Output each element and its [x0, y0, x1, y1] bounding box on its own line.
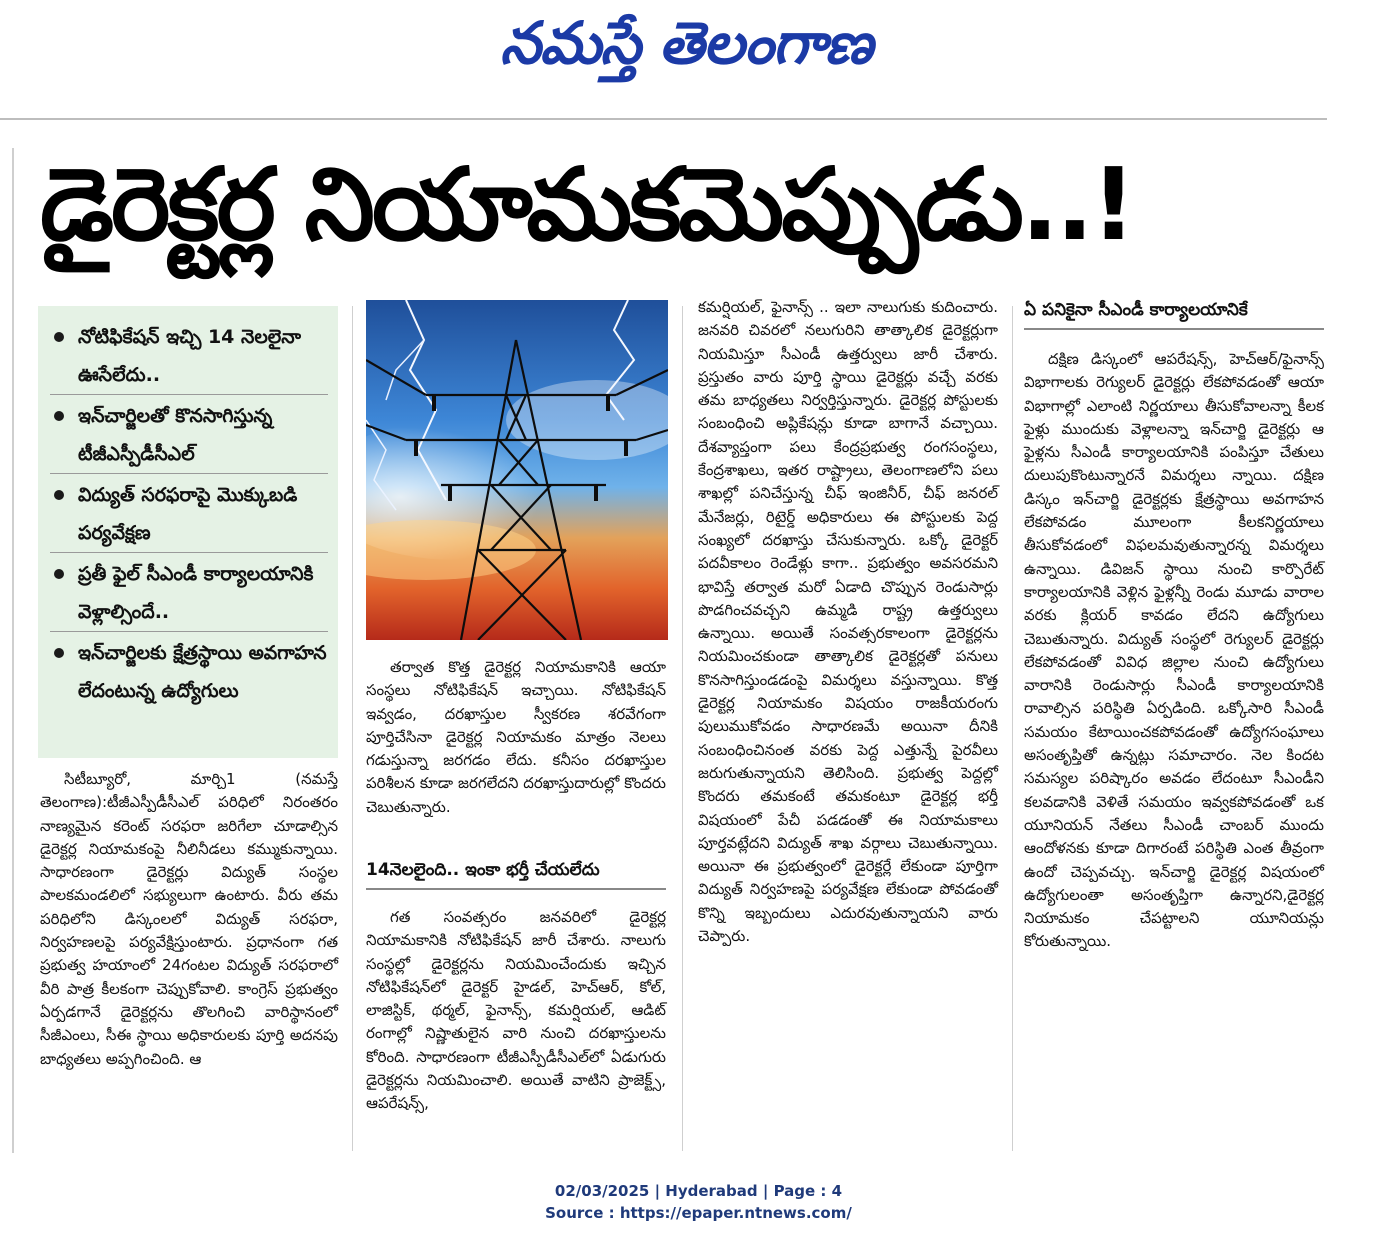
section-subheading: ఏ పనికైనా సీఎండీ కార్యాలయానికే	[1024, 300, 1324, 330]
masthead-divider	[0, 118, 1327, 120]
highlight-item: విద్యుత్ సరఫరాపై మొక్కుబడి పర్యవేక్షణ	[50, 476, 328, 553]
highlight-item: నోటిఫికేషన్ ఇచ్చి 14 నెలలైనా ఊసేలేదు..	[50, 318, 328, 395]
highlight-item: ప్రతీ ఫైల్ సీఎండీ కార్యాలయానికి వెళ్లాల్సిందే..	[50, 555, 328, 632]
article-column-2b	[366, 906, 666, 1116]
column-divider	[352, 306, 353, 1151]
article-column-3	[698, 296, 998, 948]
article-column-2a	[366, 656, 666, 819]
article-headline: డైరెక్టర్ల నియామకమెప్పుడు..!	[40, 146, 1134, 263]
highlight-item: ఇన్‌చార్జిలతో కొనసాగిస్తున్న టీజీఎస్పీడీసీఎల్	[50, 397, 328, 474]
newspaper-logo: నమస్తే తెలంగాణ	[500, 9, 872, 77]
article-paragraph: గత సంవత్సరం జనవరిలో డైరెక్టర్ల నియామకానికి నోటిఫికేషన్ జారీ చేశారు. నాలుగు సంస్థల్లో డైరెక్టర్లను నియమించేందుకు ఇచ్చిన నోటిఫికేషన్‌లో డైరెక్టర్ హైడల్, హెచ్‌ఆర్, కోల్, లాజిస్టిక్, థర్మల్, ఫైనాన్స్, కమర్షియల్, ఆడిట్ రంగాల్లో నిష్ణాతులైన వారి నుంచి దరఖాస్తులను కోరింది. సాధారణంగా టీజీఎస్పీడీసీఎల్‌లో ఏడుగురు డైరెక్టర్లను నియమించాలి. అయితే వాటిని ప్రాజెక్ట్స్, ఆపరేషన్స్,	[366, 908, 666, 1113]
column-divider	[1012, 306, 1013, 1151]
transmission-tower-image	[366, 300, 668, 640]
article-paragraph: కమర్షియల్, ఫైనాన్స్ .. ఇలా నాలుగుకు కుదించారు. జనవరి చివరలో నలుగురిని తాత్కాలిక డైరెక్టర్లుగా నియమిస్తూ సీఎండీ ఉత్తర్వులు జారీ చేశారు. ప్రస్తుతం వారు పూర్తి స్థాయి డైరెక్టర్లు వచ్చే వరకు తమ బాధ్యతలు నిర్వర్తిస్తున్నారు. డైరెక్టర్ల పోస్టులకు సంబంధించి అప్లికేషన్లు కూడా బాగానే వచ్చాయి. దేశవ్యాప్తంగా పలు కేంద్రప్రభుత్వ రంగసంస్థలు, కేంద్రశాఖలు, ఇతర రాష్ట్రాలు, తెలంగాణలోని పలు శాఖల్లో పనిచేస్తున్న చీఫ్ ఇంజినీర్, చీఫ్ జనరల్ మేనేజర్లు, రిటైర్డ్ అధికారులు ఈ పోస్టులకు పెద్ద సంఖ్యలో దరఖాస్తు చేసుకున్నారు. ఒక్కో డైరెక్టర్ పదవీకాలం రెండేళ్లు కాగా.. ప్రభుత్వం అవసరమని భావిస్తే తర్వాత మరో ఏడాది చొప్పున రెండుసార్లు పొడగించవచ్చని ఉమ్మడి రాష్ట్ర ఉత్తర్వులు ఉన్నాయి. అయితే సంవత్సరకాలంగా డైరెక్టర్లను నియమించకుండా తాత్కాలిక డైరెక్టర్లతో పనులు కొనసాగిస్తుండడంపై విమర్శలు వస్తున్నాయి. కొత్త డైరెక్టర్ల నియామకం విషయం రాజకీయరంగు పులుముకోవడం సాధారణమే అయినా దీనికి సంబంధించినంత వరకు పెద్ద ఎత్తున్నే పైరవీలు జరుగుతున్నాయని తెలిసింది. ప్రభుత్వ పెద్దల్లో కొందరు తమకంటే తమకంటూ డైరెక్టర్ల భర్తీ విషయంలో పేచీ పడడంతో ఈ నియామకాలు పూర్తవట్లేదని విద్యుత్ శాఖ వర్గాలు చెబుతున్నాయి. అయినా ఈ ప్రభుత్వంలో డైరెక్టర్లే లేకుండా పూర్తిగా విద్యుత్ నిర్వహణపై పర్యవేక్షణ లేకుండా పోవడంతో కొన్ని ఇబ్బందులు ఎదురవుతున్నాయని వారు చెప్పారు.	[698, 298, 998, 946]
footer-source-line: Source : https://epaper.ntnews.com/	[545, 1204, 852, 1222]
article-paragraph: సిటీబ్యూరో, మార్చి1 (నమస్తే తెలంగాణ):టీజీఎస్పీడీసీఎల్ పరిధిలో నిరంతరం నాణ్యమైన కరెంట్ సరఫరా జరిగేలా చూడాల్సిన డైరెక్టర్ల నియామకంపై నీలినీడలు కమ్ముకున్నాయి. సాధారణంగా డైరెక్టర్లు విద్యుత్ సంస్థల పాలకమండలిలో సభ్యులుగా ఉంటారు. వీరు తమ పరిధిలోని డిస్కంలలో విద్యుత్ సరఫరా, నిర్వహణలపై పర్యవేక్షిస్తుంటారు. ప్రధానంగా గత ప్రభుత్వ హయాంలో 24గంటల విద్యుత్ సరఫరాలో వీరి పాత్ర కీలకంగా చెప్పుకోవాలి. కాంగ్రెస్ ప్రభుత్వం ఏర్పడగానే డైరెక్టర్లను తొలగించి వారిస్థానంలో సీజీఎంలు, సీఈ స్థాయి అధికారులకు పూర్తి అదనపు బాధ్యతలు అప్పగించింది. ఆ	[40, 770, 338, 1068]
highlights-box	[38, 306, 338, 758]
footer-date-line: 02/03/2025 | Hyderabad | Page : 4	[554, 1182, 843, 1200]
column-divider	[682, 306, 683, 1151]
article-column-4	[1024, 348, 1324, 954]
article-paragraph: తర్వాత కొత్త డైరెక్టర్ల నియామకానికి ఆయా సంస్థలు నోటిఫికేషన్ ఇచ్చాయి. నోటిఫికేషన్ ఇవ్వడం, దరఖాస్తుల స్వీకరణ శరవేగంగా పూర్తిచేసినా డైరెక్టర్ల నియామకం మాత్రం నెలలు గడుస్తున్నా జరగడం లేదు. కనీసం దరఖాస్తుల పరిశీలన కూడా జరగలేదని దరఖాస్తుదారుల్లో కొందరు చెబుతున్నారు.	[366, 658, 666, 816]
left-margin-rule	[12, 148, 14, 1153]
highlight-item: ఇన్‌చార్జిలకు క్షేత్రస్థాయి అవగాహన లేదంటున్న ఉద్యోగులు	[50, 634, 328, 710]
article-column-1	[40, 768, 338, 1071]
masthead	[0, 0, 1397, 120]
power-tower-photo	[366, 300, 668, 640]
article-paragraph: దక్షిణ డిస్కంలో ఆపరేషన్స్, హెచ్‌ఆర్/ఫైనాన్స్ విభాగాలకు రెగ్యులర్ డైరెక్టర్లు లేకపోవడంతో ఆయా విభాగాల్లో ఎలాంటి నిర్ణయాలు తీసుకోవాలన్నా కీలక ఫైళ్లు ముందుకు వెళ్లాలన్నా ఇన్‌చార్జి డైరెక్టర్లు ఆ ఫైళ్లను సీఎండీ కార్యాలయానికి పంపిస్తూ చేతులు దులుపుకొంటున్నారనే విమర్శలు న్నాయి. దక్షిణ డిస్కం ఇన్‌చార్జి డైరెక్టర్లకు క్షేత్రస్థాయి అవగాహన లేకపోవడం మూలంగా కీలకనిర్ణయాలు తీసుకోవడంలో విఫలమవుతున్నారన్న విమర్శలు ఉన్నాయి. డివిజన్ స్థాయి నుంచి కార్పొరేట్ కార్యాలయానికి వెళ్లిన ఫైళ్లన్నీ రెండు మూడు వారాల వరకు క్లియర్ కావడం లేదని ఉద్యోగులు చెబుతున్నారు. విద్యుత్ సంస్థలో రెగ్యులర్ డైరెక్టర్లు లేకపోవడంతో వివిధ జిల్లాల నుంచి ఉద్యోగులు వారానికి రెండుసార్లు సీఎండీ కార్యాలయానికి రావాల్సిన పరిస్థితి ఏర్పడింది. ఒక్కోసారి సీఎండీ సమయం కేటాయించకపోవడంతో ఉద్యోగసంఘాలు అసంతృప్తితో ఉన్నట్లు సమాచారం. నెల కిందట సమస్యల పరిష్కారం అవడం లేదంటూ సీఎండీని కలవడానికి వెళితే సమయం ఇవ్వకపోవడంతో ఒక యూనియన్ నేతలు సీఎండీ చాంబర్ ముందు ఆందోళనకు కూడా దిగారంటే పరిస్థితి ఎంత తీవ్రంగా ఉందో చెప్పవచ్చు. ఇన్‌చార్జి డైరెక్టర్ల విషయంలో ఉద్యోగులంతా అసంతృప్తిగా ఉన్నారని,డైరెక్టర్ల నియామకం చేపట్టాలని యూనియన్లు కోరుతున్నాయి.	[1024, 350, 1324, 951]
page-footer	[0, 1180, 1397, 1224]
section-subheading: 14నెలలైంది.. ఇంకా భర్తీ చేయలేదు	[366, 860, 666, 890]
